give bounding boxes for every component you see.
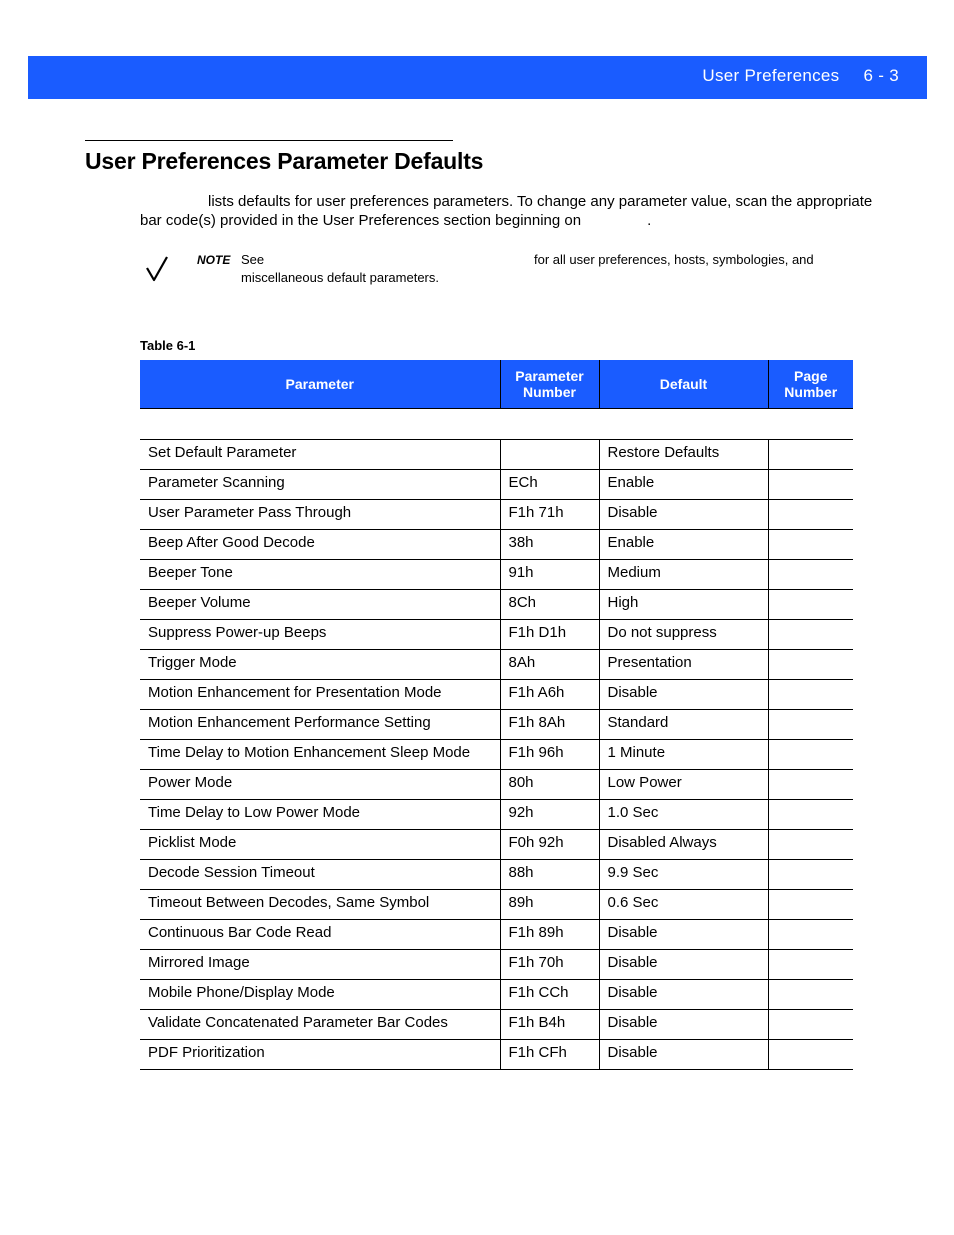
- cell-default: Disabled Always: [599, 830, 768, 860]
- table-row: [140, 530, 853, 560]
- table-row: [140, 680, 853, 710]
- cell-page-number: [768, 800, 853, 830]
- table-spacer-row: [140, 409, 853, 440]
- cell-parameter: Timeout Between Decodes, Same Symbol: [140, 890, 500, 920]
- header-parameter-number-line1: Parameter: [515, 368, 584, 384]
- cell-page-number: [768, 740, 853, 770]
- cell-default: Disable: [599, 680, 768, 710]
- table-row: [140, 980, 853, 1010]
- header-parameter-number: [500, 360, 599, 409]
- header-parameter: Parameter: [140, 360, 500, 409]
- cell-default: Low Power: [599, 770, 768, 800]
- cell-parameter-number: 80h: [500, 770, 599, 800]
- cell-parameter-number: 8Ch: [500, 590, 599, 620]
- cell-default: Disable: [599, 950, 768, 980]
- cell-parameter: User Parameter Pass Through: [140, 500, 500, 530]
- cell-parameter: Mobile Phone/Display Mode: [140, 980, 500, 1010]
- cell-page-number: [768, 500, 853, 530]
- cell-parameter: Validate Concatenated Parameter Bar Codes: [140, 1010, 500, 1040]
- cell-default: Disable: [599, 1040, 768, 1070]
- cell-default: Medium: [599, 560, 768, 590]
- cell-parameter-number: ECh: [500, 470, 599, 500]
- cell-parameter: Beep After Good Decode: [140, 530, 500, 560]
- table-row: [140, 740, 853, 770]
- cell-parameter-number: F1h 89h: [500, 920, 599, 950]
- cell-default: Enable: [599, 530, 768, 560]
- cell-page-number: [768, 560, 853, 590]
- table-row: [140, 590, 853, 620]
- cell-parameter: PDF Prioritization: [140, 1040, 500, 1070]
- cell-parameter: Parameter Scanning: [140, 470, 500, 500]
- table-row: [140, 500, 853, 530]
- page-title: User Preferences Parameter Defaults: [85, 148, 484, 174]
- cell-parameter: Decode Session Timeout: [140, 860, 500, 890]
- cell-parameter: Beeper Volume: [140, 590, 500, 620]
- cell-default: 0.6 Sec: [599, 890, 768, 920]
- cell-parameter-number: F1h 71h: [500, 500, 599, 530]
- table-row: [140, 800, 853, 830]
- cell-page-number: [768, 590, 853, 620]
- table-row: [140, 950, 853, 980]
- spacer-cell: [140, 409, 853, 440]
- note-line-1: for all user preferences, hosts, symbologies, and: [534, 252, 814, 267]
- note-line-2: miscellaneous default parameters.: [241, 270, 439, 285]
- cell-parameter: Mirrored Image: [140, 950, 500, 980]
- cell-page-number: [768, 770, 853, 800]
- cell-parameter: Suppress Power-up Beeps: [140, 620, 500, 650]
- cell-parameter-number: F1h B4h: [500, 1010, 599, 1040]
- table-row: [140, 1010, 853, 1040]
- cell-page-number: [768, 710, 853, 740]
- intro-line-2: [140, 211, 651, 230]
- table-row: [140, 890, 853, 920]
- cell-page-number: [768, 680, 853, 710]
- table-row: [140, 440, 853, 470]
- cell-default: Disable: [599, 500, 768, 530]
- cell-default: Disable: [599, 980, 768, 1010]
- cell-default: Do not suppress: [599, 620, 768, 650]
- cell-page-number: [768, 920, 853, 950]
- cell-parameter-number: 92h: [500, 800, 599, 830]
- note-see: See: [241, 252, 265, 267]
- table-caption: Table 6-1: [140, 338, 196, 353]
- table-row: [140, 860, 853, 890]
- cell-default: 1.0 Sec: [599, 800, 768, 830]
- table-row: [140, 560, 853, 590]
- cell-parameter: Set Default Parameter: [140, 440, 500, 470]
- header-page-number-line1: Page: [794, 368, 828, 384]
- cell-parameter: Trigger Mode: [140, 650, 500, 680]
- table-body: [140, 409, 853, 1070]
- cell-page-number: [768, 440, 853, 470]
- table-row: [140, 620, 853, 650]
- intro-line-2-text: bar code(s) provided in the User Preferences section beginning on: [140, 212, 582, 229]
- cell-default: Enable: [599, 470, 768, 500]
- intro-line-1: lists defaults for user preferences parameters. To change any parameter value, scan the appropriate: [208, 193, 873, 210]
- cell-default: Disable: [599, 1010, 768, 1040]
- cell-parameter: Continuous Bar Code Read: [140, 920, 500, 950]
- cell-page-number: [768, 470, 853, 500]
- checkmark-icon: [144, 254, 170, 284]
- cell-parameter-number: F1h 96h: [500, 740, 599, 770]
- cell-parameter-number: F1h D1h: [500, 620, 599, 650]
- cell-parameter-number: 89h: [500, 890, 599, 920]
- cell-page-number: [768, 1040, 853, 1070]
- cell-page-number: [768, 890, 853, 920]
- intro-line-2-end: .: [647, 212, 652, 229]
- cell-parameter: Power Mode: [140, 770, 500, 800]
- cell-parameter-number: F1h 70h: [500, 950, 599, 980]
- table-row: [140, 470, 853, 500]
- cell-parameter-number: F1h 8Ah: [500, 710, 599, 740]
- cell-page-number: [768, 620, 853, 650]
- cell-parameter-number: 91h: [500, 560, 599, 590]
- cell-parameter-number: F1h CFh: [500, 1040, 599, 1070]
- defaults-table: [140, 360, 853, 1070]
- table-row: [140, 1040, 853, 1070]
- cell-default: Presentation: [599, 650, 768, 680]
- cell-parameter-number: F0h 92h: [500, 830, 599, 860]
- cell-parameter-number: F1h CCh: [500, 980, 599, 1010]
- page-header-bar: [28, 56, 927, 99]
- cell-parameter-number: [500, 440, 599, 470]
- note-label: NOTE: [197, 253, 231, 267]
- cell-parameter: Beeper Tone: [140, 560, 500, 590]
- cell-page-number: [768, 980, 853, 1010]
- cell-page-number: [768, 950, 853, 980]
- header-section-title: User Preferences: [702, 66, 840, 85]
- cell-default: 1 Minute: [599, 740, 768, 770]
- cell-page-number: [768, 860, 853, 890]
- title-rule: [85, 140, 453, 141]
- cell-parameter-number: F1h A6h: [500, 680, 599, 710]
- cell-default: Disable: [599, 920, 768, 950]
- cell-page-number: [768, 830, 853, 860]
- cell-default: Restore Defaults: [599, 440, 768, 470]
- cell-page-number: [768, 530, 853, 560]
- table-row: [140, 830, 853, 860]
- cell-parameter: Time Delay to Motion Enhancement Sleep Mode: [140, 740, 500, 770]
- cell-default: Standard: [599, 710, 768, 740]
- cell-default: High: [599, 590, 768, 620]
- table-header-row: [140, 360, 853, 409]
- cell-default: 9.9 Sec: [599, 860, 768, 890]
- cell-parameter: Motion Enhancement Performance Setting: [140, 710, 500, 740]
- cell-parameter-number: 88h: [500, 860, 599, 890]
- header-default: Default: [599, 360, 768, 409]
- header-page-number-line2: Number: [784, 384, 838, 400]
- table-row: [140, 920, 853, 950]
- cell-parameter: Picklist Mode: [140, 830, 500, 860]
- header-parameter-number-line2: Number: [523, 384, 576, 400]
- cell-parameter: Motion Enhancement for Presentation Mode: [140, 680, 500, 710]
- cell-page-number: [768, 650, 853, 680]
- page-header-text: [702, 56, 899, 99]
- cell-parameter-number: 38h: [500, 530, 599, 560]
- table-row: [140, 650, 853, 680]
- cell-page-number: [768, 1010, 853, 1040]
- header-page-number: [768, 360, 853, 409]
- table-row: [140, 770, 853, 800]
- table-row: [140, 710, 853, 740]
- cell-parameter-number: 8Ah: [500, 650, 599, 680]
- cell-parameter: Time Delay to Low Power Mode: [140, 800, 500, 830]
- header-page-number: 6 - 3: [863, 66, 899, 85]
